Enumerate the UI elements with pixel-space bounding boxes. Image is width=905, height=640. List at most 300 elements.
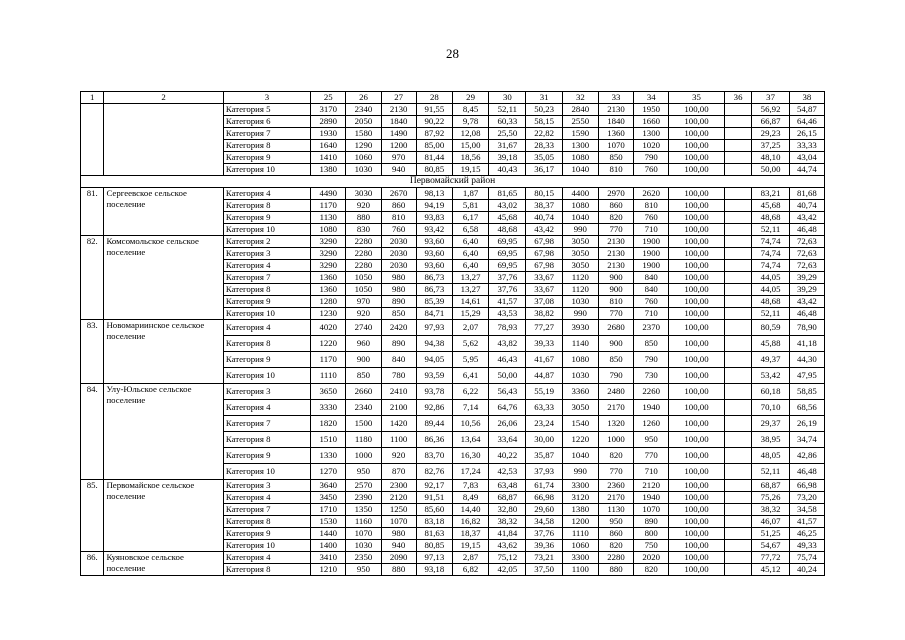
category-cell: Категория 2 [223, 236, 310, 248]
value-cell: 93,83 [416, 212, 452, 224]
value-cell: 1210 [311, 564, 346, 576]
table-row [81, 236, 825, 248]
municipality-number: 84. [81, 384, 104, 480]
value-cell: 35,05 [526, 152, 562, 164]
value-cell: 960 [346, 336, 381, 352]
value-cell: 2300 [381, 480, 416, 492]
value-cell [724, 116, 752, 128]
value-cell: 850 [381, 308, 416, 320]
value-cell: 950 [634, 432, 669, 448]
value-cell: 920 [381, 448, 416, 464]
value-cell: 2670 [381, 188, 416, 200]
value-cell: 1170 [311, 352, 346, 368]
category-cell: Категория 10 [223, 164, 310, 176]
value-cell: 50,23 [526, 104, 562, 116]
value-cell [724, 308, 752, 320]
value-cell: 63,33 [526, 400, 562, 416]
value-cell: 2340 [346, 104, 381, 116]
value-cell: 6,40 [452, 260, 488, 272]
municipality-number: 82. [81, 236, 104, 320]
category-cell: Категория 10 [223, 368, 310, 384]
value-cell: 890 [381, 336, 416, 352]
value-cell: 74,74 [752, 248, 789, 260]
value-cell: 46,07 [752, 516, 789, 528]
table-row [81, 384, 825, 400]
value-cell: 56,43 [489, 384, 526, 400]
value-cell: 860 [598, 528, 633, 540]
municipality-name: Улу-Юльское сельское поселение [104, 384, 223, 480]
value-cell: 38,37 [526, 200, 562, 212]
value-cell: 1360 [598, 128, 633, 140]
value-cell: 41,18 [789, 336, 824, 352]
header-cell: 36 [724, 92, 752, 104]
category-cell: Категория 7 [223, 272, 310, 284]
value-cell: 46,48 [789, 308, 824, 320]
table-row [81, 188, 825, 200]
value-cell: 1050 [346, 272, 381, 284]
value-cell: 66,87 [752, 116, 789, 128]
category-cell: Категория 8 [223, 432, 310, 448]
value-cell [724, 480, 752, 492]
value-cell: 39,29 [789, 272, 824, 284]
value-cell [724, 296, 752, 308]
value-cell: 1320 [598, 416, 633, 432]
category-cell: Категория 8 [223, 284, 310, 296]
value-cell: 38,95 [752, 432, 789, 448]
value-cell: 1030 [346, 540, 381, 552]
value-cell: 2130 [598, 260, 633, 272]
value-cell: 880 [381, 564, 416, 576]
value-cell: 100,00 [669, 416, 724, 432]
value-cell: 44,05 [752, 284, 789, 296]
value-cell: 1500 [346, 416, 381, 432]
value-cell: 1070 [598, 140, 633, 152]
value-cell: 14,40 [452, 504, 488, 516]
value-cell: 49,33 [789, 540, 824, 552]
value-cell: 850 [598, 352, 633, 368]
value-cell: 760 [634, 212, 669, 224]
value-cell: 4020 [311, 320, 346, 336]
value-cell: 1170 [311, 200, 346, 212]
value-cell: 1030 [562, 368, 598, 384]
value-cell [724, 260, 752, 272]
value-cell: 2130 [381, 104, 416, 116]
header-cell: 1 [81, 92, 104, 104]
value-cell: 900 [598, 272, 633, 284]
tariff-table [80, 91, 825, 576]
value-cell: 2120 [381, 492, 416, 504]
value-cell: 1070 [346, 528, 381, 540]
value-cell: 100,00 [669, 564, 724, 576]
value-cell: 2740 [346, 320, 381, 336]
value-cell: 2170 [598, 400, 633, 416]
value-cell: 92,17 [416, 480, 452, 492]
value-cell: 49,37 [752, 352, 789, 368]
value-cell: 2620 [634, 188, 669, 200]
value-cell: 42,53 [489, 464, 526, 480]
value-cell: 19,15 [452, 540, 488, 552]
value-cell [724, 152, 752, 164]
value-cell: 750 [634, 540, 669, 552]
value-cell: 1220 [311, 336, 346, 352]
value-cell: 48,10 [752, 152, 789, 164]
value-cell: 75,74 [789, 552, 824, 564]
value-cell [724, 400, 752, 416]
value-cell: 3640 [311, 480, 346, 492]
value-cell: 3290 [311, 260, 346, 272]
value-cell: 860 [598, 200, 633, 212]
value-cell: 1160 [346, 516, 381, 528]
header-cell: 2 [104, 92, 223, 104]
value-cell: 880 [598, 564, 633, 576]
value-cell: 93,18 [416, 564, 452, 576]
value-cell: 77,27 [526, 320, 562, 336]
value-cell: 1050 [346, 284, 381, 296]
value-cell [724, 140, 752, 152]
value-cell: 3050 [562, 248, 598, 260]
value-cell: 80,15 [526, 188, 562, 200]
value-cell: 790 [598, 368, 633, 384]
value-cell: 90,22 [416, 116, 452, 128]
value-cell: 1080 [562, 352, 598, 368]
category-cell: Категория 7 [223, 128, 310, 140]
value-cell: 73,21 [526, 552, 562, 564]
value-cell: 1080 [562, 152, 598, 164]
value-cell: 64,46 [789, 116, 824, 128]
category-cell: Категория 3 [223, 248, 310, 260]
value-cell: 100,00 [669, 368, 724, 384]
value-cell: 100,00 [669, 140, 724, 152]
value-cell: 1350 [346, 504, 381, 516]
value-cell: 26,06 [489, 416, 526, 432]
value-cell: 43,82 [489, 336, 526, 352]
value-cell: 1260 [634, 416, 669, 432]
value-cell: 1380 [562, 504, 598, 516]
value-cell: 950 [598, 516, 633, 528]
category-cell: Категория 9 [223, 448, 310, 464]
value-cell: 6,22 [452, 384, 488, 400]
value-cell: 870 [381, 464, 416, 480]
value-cell: 48,05 [752, 448, 789, 464]
municipality-number: 83. [81, 320, 104, 384]
header-cell: 34 [634, 92, 669, 104]
value-cell: 1020 [634, 140, 669, 152]
value-cell: 3650 [311, 384, 346, 400]
value-cell: 2570 [346, 480, 381, 492]
value-cell [724, 516, 752, 528]
value-cell: 3330 [311, 400, 346, 416]
value-cell: 44,87 [526, 368, 562, 384]
value-cell: 1180 [346, 432, 381, 448]
table-body [81, 92, 825, 576]
value-cell: 54,67 [752, 540, 789, 552]
value-cell [724, 352, 752, 368]
page-number: 28 [446, 46, 459, 61]
value-cell: 42,86 [789, 448, 824, 464]
value-cell: 100,00 [669, 188, 724, 200]
value-cell: 2120 [634, 480, 669, 492]
value-cell: 1900 [634, 248, 669, 260]
value-cell: 990 [562, 308, 598, 320]
value-cell: 84,71 [416, 308, 452, 320]
value-cell: 74,74 [752, 260, 789, 272]
value-cell: 41,57 [789, 516, 824, 528]
value-cell: 1940 [634, 400, 669, 416]
value-cell: 1640 [311, 140, 346, 152]
value-cell: 1710 [311, 504, 346, 516]
value-cell: 85,60 [416, 504, 452, 516]
value-cell: 35,87 [526, 448, 562, 464]
value-cell: 1380 [311, 164, 346, 176]
value-cell: 2130 [598, 104, 633, 116]
header-cell: 25 [311, 92, 346, 104]
value-cell: 850 [598, 152, 633, 164]
value-cell: 97,13 [416, 552, 452, 564]
value-cell: 100,00 [669, 272, 724, 284]
value-cell [724, 368, 752, 384]
value-cell: 93,42 [416, 224, 452, 236]
value-cell: 980 [381, 272, 416, 284]
region-title: Первомайский район [81, 176, 825, 188]
value-cell: 710 [634, 308, 669, 320]
value-cell: 2,87 [452, 552, 488, 564]
value-cell: 1110 [562, 528, 598, 540]
value-cell: 100,00 [669, 464, 724, 480]
value-cell: 48,68 [752, 212, 789, 224]
value-cell: 93,60 [416, 248, 452, 260]
value-cell: 100,00 [669, 248, 724, 260]
value-cell [724, 528, 752, 540]
value-cell: 37,50 [526, 564, 562, 576]
value-cell: 2660 [346, 384, 381, 400]
value-cell: 2260 [634, 384, 669, 400]
value-cell: 1580 [346, 128, 381, 140]
value-cell: 3170 [311, 104, 346, 116]
value-cell: 1540 [562, 416, 598, 432]
region-row [81, 176, 825, 188]
value-cell: 4400 [562, 188, 598, 200]
value-cell: 30,00 [526, 432, 562, 448]
value-cell: 1000 [346, 448, 381, 464]
value-cell: 3050 [562, 236, 598, 248]
header-cell: 31 [526, 92, 562, 104]
value-cell: 46,43 [489, 352, 526, 368]
value-cell: 850 [634, 336, 669, 352]
category-cell: Категория 3 [223, 480, 310, 492]
value-cell: 2030 [381, 260, 416, 272]
value-cell: 820 [598, 448, 633, 464]
value-cell [724, 248, 752, 260]
value-cell: 39,33 [526, 336, 562, 352]
value-cell: 3300 [562, 480, 598, 492]
value-cell: 68,87 [752, 480, 789, 492]
category-cell: Категория 10 [223, 540, 310, 552]
value-cell: 86,73 [416, 272, 452, 284]
value-cell: 1040 [562, 164, 598, 176]
value-cell: 83,70 [416, 448, 452, 464]
value-cell: 890 [634, 516, 669, 528]
value-cell: 990 [562, 464, 598, 480]
value-cell: 15,29 [452, 308, 488, 320]
value-cell: 18,37 [452, 528, 488, 540]
value-cell: 100,00 [669, 320, 724, 336]
value-cell: 3050 [562, 260, 598, 272]
value-cell: 94,38 [416, 336, 452, 352]
value-cell: 1140 [562, 336, 598, 352]
value-cell [724, 320, 752, 336]
category-cell: Категория 8 [223, 140, 310, 152]
value-cell: 80,85 [416, 164, 452, 176]
value-cell [724, 504, 752, 516]
category-cell: Категория 4 [223, 492, 310, 504]
value-cell: 85,39 [416, 296, 452, 308]
value-cell: 45,12 [752, 564, 789, 576]
value-cell: 1130 [311, 212, 346, 224]
value-cell: 710 [634, 224, 669, 236]
value-cell: 45,68 [489, 212, 526, 224]
value-cell: 100,00 [669, 236, 724, 248]
value-cell: 730 [634, 368, 669, 384]
value-cell: 37,25 [752, 140, 789, 152]
value-cell: 1420 [381, 416, 416, 432]
value-cell: 1360 [311, 284, 346, 296]
value-cell: 97,93 [416, 320, 452, 336]
value-cell: 760 [634, 164, 669, 176]
value-cell [724, 224, 752, 236]
value-cell: 770 [598, 308, 633, 320]
value-cell: 51,25 [752, 528, 789, 540]
value-cell: 72,63 [789, 260, 824, 272]
table-row [81, 320, 825, 336]
municipality-number [81, 104, 104, 176]
value-cell: 3450 [311, 492, 346, 504]
value-cell: 66,98 [789, 480, 824, 492]
value-cell: 1040 [562, 212, 598, 224]
value-cell: 32,80 [489, 504, 526, 516]
value-cell: 48,68 [752, 296, 789, 308]
value-cell [724, 552, 752, 564]
municipality-number: 85. [81, 480, 104, 552]
value-cell: 38,32 [489, 516, 526, 528]
value-cell: 26,19 [789, 416, 824, 432]
value-cell: 2030 [381, 236, 416, 248]
value-cell: 2360 [598, 480, 633, 492]
value-cell: 3930 [562, 320, 598, 336]
value-cell: 2410 [381, 384, 416, 400]
value-cell: 1290 [346, 140, 381, 152]
value-cell: 100,00 [669, 552, 724, 564]
value-cell: 100,00 [669, 200, 724, 212]
value-cell: 2170 [598, 492, 633, 504]
value-cell: 63,48 [489, 480, 526, 492]
value-cell: 81,63 [416, 528, 452, 540]
category-cell: Категория 10 [223, 308, 310, 320]
category-cell: Категория 7 [223, 416, 310, 432]
value-cell [724, 564, 752, 576]
value-cell: 100,00 [669, 284, 724, 296]
value-cell: 780 [381, 368, 416, 384]
value-cell: 2280 [346, 260, 381, 272]
value-cell [724, 416, 752, 432]
value-cell: 60,33 [489, 116, 526, 128]
value-cell: 980 [381, 284, 416, 296]
header-cell: 27 [381, 92, 416, 104]
value-cell: 29,23 [752, 128, 789, 140]
value-cell: 1590 [562, 128, 598, 140]
value-cell: 86,36 [416, 432, 452, 448]
value-cell: 19,15 [452, 164, 488, 176]
value-cell: 26,15 [789, 128, 824, 140]
municipality-number: 81. [81, 188, 104, 236]
value-cell: 1410 [311, 152, 346, 164]
value-cell: 12,08 [452, 128, 488, 140]
value-cell: 1840 [381, 116, 416, 128]
value-cell: 29,37 [752, 416, 789, 432]
value-cell: 44,30 [789, 352, 824, 368]
value-cell: 920 [346, 308, 381, 320]
value-cell: 98,13 [416, 188, 452, 200]
value-cell: 58,15 [526, 116, 562, 128]
value-cell: 810 [381, 212, 416, 224]
value-cell: 34,58 [789, 504, 824, 516]
value-cell: 1080 [311, 224, 346, 236]
value-cell: 81,44 [416, 152, 452, 164]
value-cell: 82,76 [416, 464, 452, 480]
value-cell: 100,00 [669, 308, 724, 320]
value-cell: 55,19 [526, 384, 562, 400]
value-cell: 940 [381, 540, 416, 552]
category-cell: Категория 4 [223, 552, 310, 564]
value-cell: 3050 [562, 400, 598, 416]
value-cell: 73,20 [789, 492, 824, 504]
value-cell: 40,22 [489, 448, 526, 464]
value-cell: 1950 [634, 104, 669, 116]
value-cell: 810 [598, 296, 633, 308]
value-cell: 39,18 [489, 152, 526, 164]
value-cell: 6,40 [452, 236, 488, 248]
value-cell: 2090 [381, 552, 416, 564]
value-cell: 2100 [381, 400, 416, 416]
value-cell: 1100 [562, 564, 598, 576]
value-cell: 50,00 [752, 164, 789, 176]
value-cell: 1940 [634, 492, 669, 504]
value-cell: 1070 [634, 504, 669, 516]
value-cell: 6,82 [452, 564, 488, 576]
value-cell: 820 [598, 212, 633, 224]
value-cell: 770 [634, 448, 669, 464]
category-cell: Категория 4 [223, 400, 310, 416]
value-cell: 89,44 [416, 416, 452, 432]
header-cell: 35 [669, 92, 724, 104]
value-cell: 1000 [598, 432, 633, 448]
value-cell: 100,00 [669, 260, 724, 272]
value-cell: 1120 [562, 284, 598, 296]
value-cell: 33,67 [526, 284, 562, 296]
value-cell: 5,95 [452, 352, 488, 368]
value-cell: 100,00 [669, 448, 724, 464]
value-cell: 25,50 [489, 128, 526, 140]
header-cell: 33 [598, 92, 633, 104]
value-cell: 78,93 [489, 320, 526, 336]
value-cell: 80,85 [416, 540, 452, 552]
value-cell: 920 [346, 200, 381, 212]
value-cell: 22,82 [526, 128, 562, 140]
municipality-name: Комсомольское сельское поселение [104, 236, 223, 320]
value-cell: 1930 [311, 128, 346, 140]
value-cell: 81,68 [789, 188, 824, 200]
value-cell: 1270 [311, 464, 346, 480]
value-cell: 44,74 [789, 164, 824, 176]
